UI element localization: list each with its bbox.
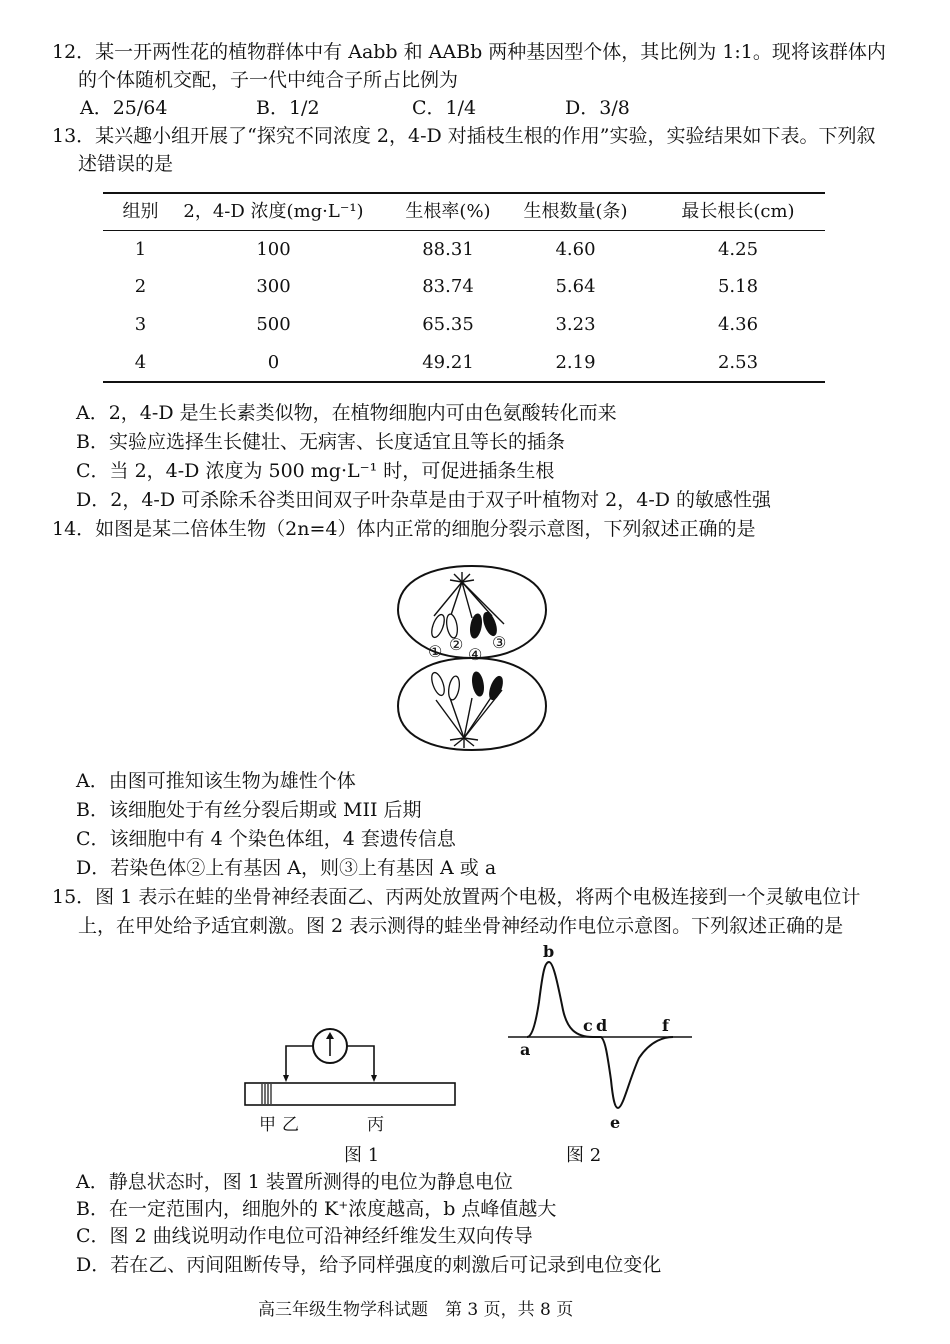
figure-1-nerve-setup (240, 1018, 460, 1138)
q15-stem-line2: 上，在甲处给予适宜刺激。图 2 表示测得的蛙坐骨神经动作电位示意图。下列叙述正确的是 (78, 915, 844, 937)
q14-option-a: A．由图可推知该生物为雄性个体 (76, 770, 356, 792)
table-cell: 5.64 (555, 276, 596, 297)
table-header-rooting-rate: 生根率(%) (405, 201, 491, 222)
table-cell: 0 (267, 352, 280, 373)
q14-option-b: B．该细胞处于有丝分裂后期或 MII 后期 (76, 799, 422, 821)
site-bing-label: 丙 (367, 1115, 384, 1135)
table-cell: 4.36 (717, 314, 759, 335)
table-cell: 88.31 (422, 239, 474, 260)
q13-option-b: B．实验应选择生长健壮、无病害、长度适宜且等长的插条 (76, 431, 565, 453)
table-cell: 2 (134, 276, 147, 297)
cell-division-figure (392, 560, 552, 756)
table-header-group: 组别 (122, 201, 159, 222)
table-cell: 65.35 (422, 314, 474, 335)
table-cell: 49.21 (422, 352, 474, 373)
table-cell: 2.53 (717, 352, 759, 373)
point-d-label: d (596, 1016, 608, 1035)
site-yi-label: 乙 (282, 1115, 299, 1135)
table-cell: 5.18 (717, 276, 759, 297)
table-cell: 2.19 (555, 352, 596, 373)
table-header-root-count: 生根数量(条) (523, 201, 628, 222)
q12-stem-line1: 12．某一开两性花的植物群体中有 Aabb 和 AABb 两种基因型个体，其比例为 1:1。现将该群体内 (52, 41, 886, 63)
figure-1-caption: 图 1 (344, 1145, 380, 1166)
q14-stem-line1: 14．如图是某二倍体生物（2n=4）体内正常的细胞分裂示意图，下列叙述正确的是 (52, 518, 756, 540)
page-footer: 高三年级生物学科试题 第 3 页，共 8 页 (258, 1300, 574, 1320)
figure-2-action-potential (505, 940, 700, 1135)
table-cell: 1 (134, 239, 147, 260)
table-cell: 500 (256, 314, 291, 335)
table-cell: 3.23 (555, 314, 596, 335)
q14-option-c: C．该细胞中有 4 个染色体组，4 套遗传信息 (76, 828, 456, 850)
table-header-rule (103, 230, 825, 231)
q15-option-d: D．若在乙、丙间阻断传导，给予同样强度的刺激后可记录到电位变化 (76, 1254, 662, 1276)
q14-option-d: D．若染色体②上有基因 A，则③上有基因 A 或 a (76, 857, 497, 879)
q15-stem-line1: 15．图 1 表示在蛙的坐骨神经表面乙、丙两处放置两个电极，将两个电极连接到一个灵敏电位计 (52, 886, 861, 908)
table-cell: 83.74 (422, 276, 474, 297)
point-f-label: f (662, 1016, 669, 1035)
q12-option-c: C．1/4 (412, 97, 477, 119)
q13-data-table (103, 192, 825, 387)
q15-option-c: C．图 2 曲线说明动作电位可沿神经纤维发生双向传导 (76, 1225, 533, 1247)
q13-option-d: D．2，4-D 可杀除禾谷类田间双子叶杂草是由于双子叶植物对 2，4-D 的敏感性强 (76, 489, 772, 511)
q13-stem-line2: 述错误的是 (78, 153, 174, 175)
chromosome-label-1: ① (428, 642, 443, 661)
point-e-label: e (610, 1113, 621, 1132)
table-bottom-rule (103, 381, 825, 383)
table-header-root-length: 最长根长(cm) (681, 201, 795, 222)
q12-option-d: D．3/8 (565, 97, 630, 119)
table-cell: 100 (256, 239, 291, 260)
point-b-label: b (543, 942, 555, 961)
table-cell: 3 (134, 314, 147, 335)
point-c-label: c (583, 1016, 593, 1035)
q13-stem-line1: 13．某兴趣小组开展了“探究不同浓度 2，4-D 对插枝生根的作用”实验，实验结果如下表。下列叙 (52, 125, 876, 147)
point-a-label: a (520, 1040, 531, 1059)
table-top-rule (103, 192, 825, 194)
table-cell: 4 (134, 352, 147, 373)
nerve-fiber (245, 1083, 455, 1105)
table-header-concentration: 2，4-D 浓度(mg·L⁻¹) (183, 201, 364, 222)
potential-curve (527, 962, 673, 1108)
q12-option-a: A．25/64 (80, 97, 168, 119)
q13-option-a: A．2，4-D 是生长素类似物，在植物细胞内可由色氨酸转化而来 (76, 402, 617, 424)
chromosome-label-2: ② (449, 635, 464, 654)
q15-option-b: B．在一定范围内，细胞外的 K⁺浓度越高，b 点峰值越大 (76, 1198, 557, 1220)
q15-option-a: A．静息状态时，图 1 装置所测得的电位为静息电位 (76, 1171, 513, 1193)
table-cell: 4.25 (717, 239, 759, 260)
figure-2-caption: 图 2 (566, 1145, 602, 1166)
table-cell: 4.60 (555, 239, 596, 260)
site-jia-label: 甲 (259, 1115, 276, 1135)
q13-option-c: C．当 2，4-D 浓度为 500 mg·L⁻¹ 时，可促进插条生根 (76, 460, 555, 482)
chromosome-label-4: ④ (468, 645, 483, 664)
q12-option-b: B．1/2 (256, 97, 320, 119)
q12-stem-line2: 的个体随机交配，子一代中纯合子所占比例为 (78, 69, 459, 91)
table-cell: 300 (256, 276, 291, 297)
chromosome-label-3: ③ (492, 633, 507, 652)
